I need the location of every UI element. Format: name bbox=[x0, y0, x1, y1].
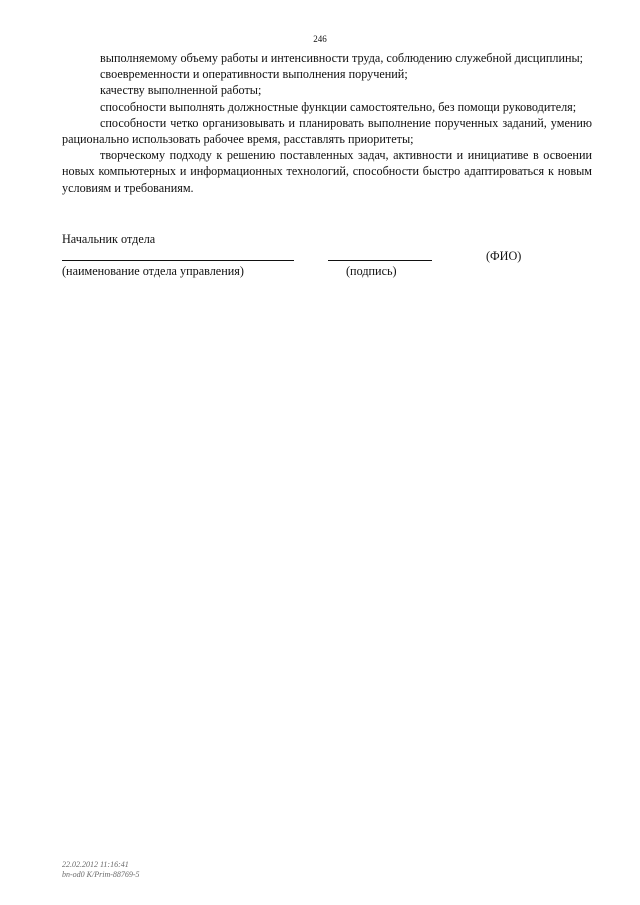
signature-block bbox=[62, 232, 592, 292]
signatory-title: Начальник отдела bbox=[62, 232, 156, 246]
signature-caption: (подпись) bbox=[346, 264, 397, 278]
paragraph: качеству выполненной работы; bbox=[100, 83, 262, 98]
fio-label: (ФИО) bbox=[486, 249, 522, 263]
department-line bbox=[62, 260, 294, 261]
body-text bbox=[62, 50, 592, 196]
paragraph: выполняемому объему работы и интенсивности труда, соблюдению служебной дисциплины; bbox=[100, 51, 584, 65]
footer-doc-id: bn-od0 K/Prim-88769-5 bbox=[62, 870, 140, 879]
paragraph: своевременности и оперативности выполнения поручений; bbox=[100, 67, 408, 82]
footer-stamp bbox=[62, 860, 140, 880]
department-caption: (наименование отдела управления) bbox=[62, 264, 244, 278]
page-number: 246 bbox=[313, 34, 327, 44]
signature-line bbox=[328, 260, 432, 261]
paragraph: способности выполнять должностные функции самостоятельно, без помощи руководителя; bbox=[100, 99, 577, 114]
paragraph: способности четко организовывать и планировать выполнение порученных заданий, умению рационально использовать рабочее время, расставлять приоритеты; bbox=[62, 115, 592, 147]
footer-timestamp: 22.02.2012 11:16:41 bbox=[62, 860, 129, 869]
paragraph: творческому подходу к решению поставленных задач, активности и инициативе в освоении новых компьютерных и информационных технологий, способности быстро адаптироваться к новым условиям и требованиям. bbox=[62, 148, 592, 195]
